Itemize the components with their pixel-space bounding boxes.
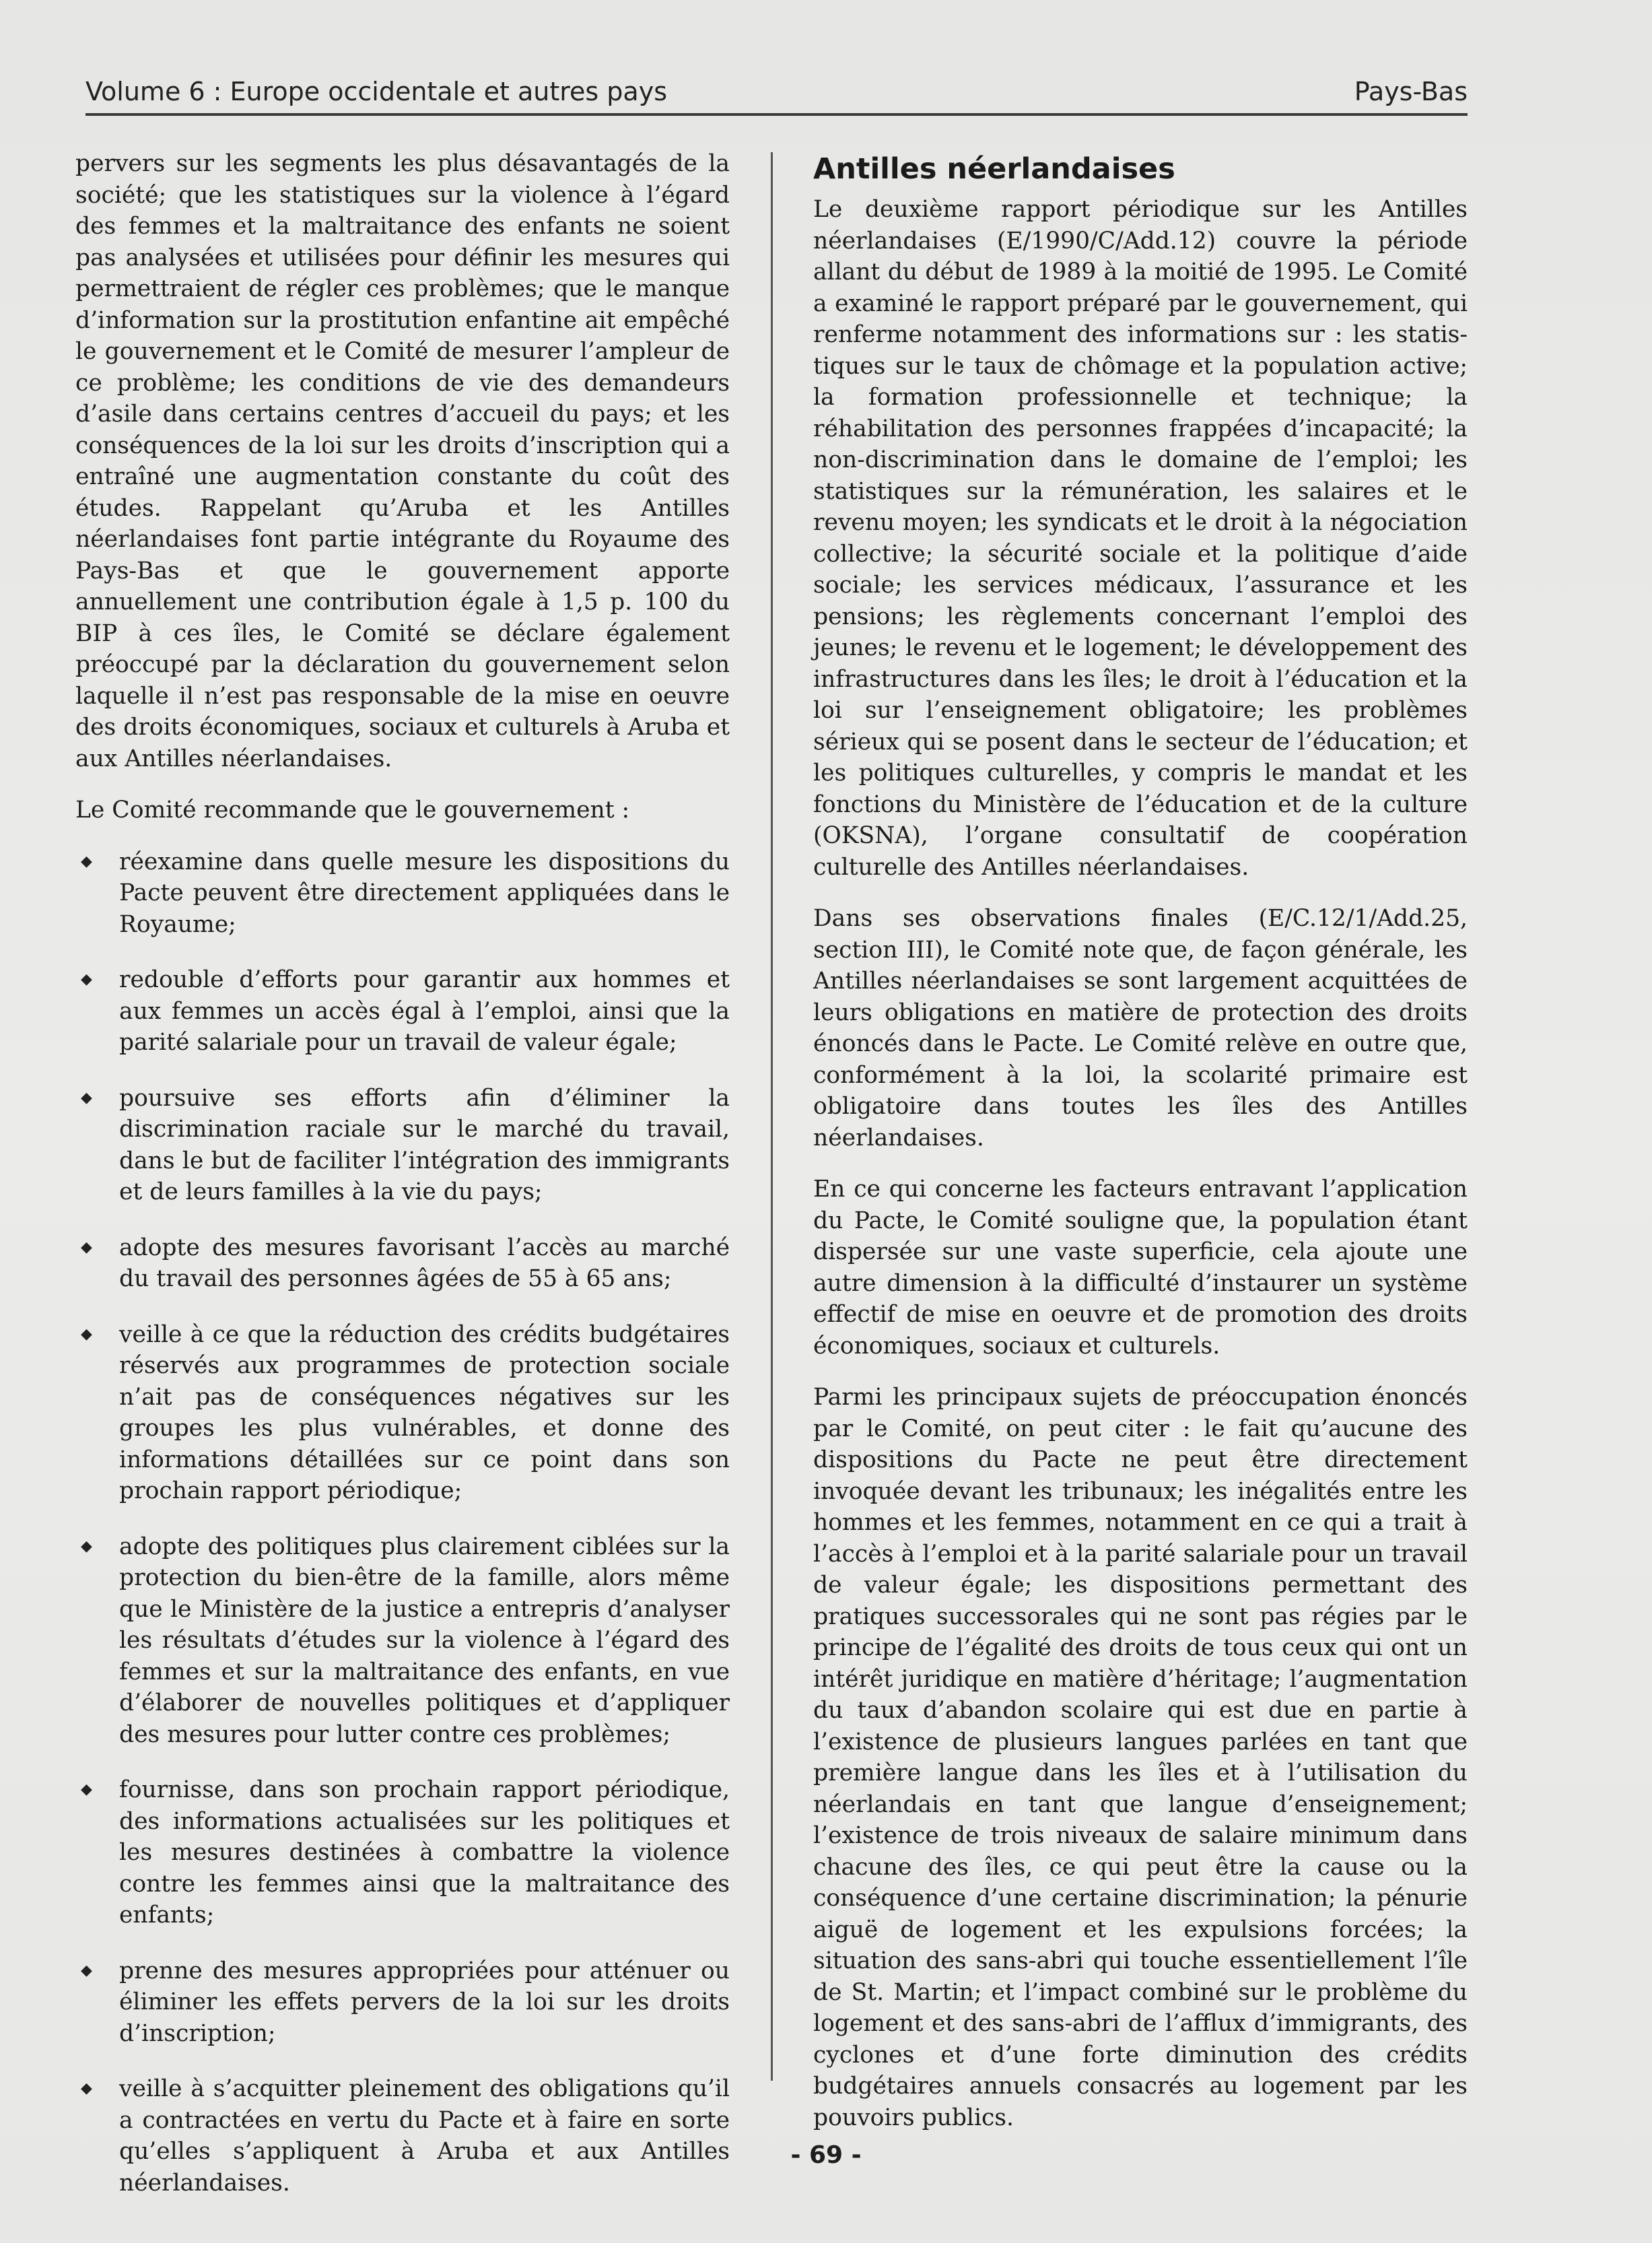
recommendation-list [75,846,730,2199]
list-item [75,1319,730,1507]
list-item [75,1531,730,1751]
diamond-bullet-icon: ◆ [81,2080,92,2097]
list-item [75,1232,730,1295]
list-item [75,846,730,941]
right-paragraph-factors: En ce qui concerne les facteurs entravant l’application du Pacte, le Comité souligne que, la population étant dispersée sur une vaste superficie, cela ajoute une autre dimension à la difficulté d’instaurer un système effectif de mise en oeuvre et de promotion des droits économiques, sociaux et culturels. [813,1176,1468,1360]
list-item [75,964,730,1059]
left-column [75,148,730,2223]
list-item-text: fournisse, dans son prochain rapport périodique, des informations actualisées sur les politiques et les mesures destinées à combattre la violence contre les femmes ainsi que la maltraitance des enfants; [119,1776,730,1929]
left-paragraph: pervers sur les segments les plus désavantagés de la société; que les statistiques sur la violence à l’égard des femmes et la maltraitance des enfants ne soient pas analysées et utilisées pour définir les mesures qui permettraient de régler ces problèmes; que le manque d’information sur la prostitution enfantine ait empêché le gouvernement et le Comité de mesurer l’ampleur de ce problème; les conditions de vie des demandeurs d’asile dans certains centres d’accueil du pays; et les conséquences de la loi sur les droits d’inscription qui a entraîné une augmentation constante du coût des études. Rappelant qu’Aruba et les Antilles néerlandaises font partie intégrante du Royaume des Pays-Bas et que le gouvernement apporte annuellement une contribution égale à 1,5 p. 100 du BIP à ces îles, le Comité se déclare également préoccupé par la déclaration du gouvernement selon laquelle il n’est pas responsable de la mise en oeuvre des droits économiques, sociaux et culturels à Aruba et aux Antilles néerlandaises. [75,150,730,772]
right-paragraph-observations: Dans ses observations finales (E/C.12/1/Add.25, section III), le Comité note que, de façon générale, les Antilles néerlandaises se sont largement acquittées de leurs obligations en matière de protection des droits énoncés dans le Pacte. Le Comité relève en outre que, conformément à la loi, la scolarité primaire est obligatoire dans toutes les îles des Antilles néerlandaises. [813,905,1468,1151]
diamond-bullet-icon: ◆ [81,852,92,870]
list-item [75,2073,730,2199]
right-paragraph-report: Le deuxième rapport périodique sur les Antilles néerlandaises (E/1990/C/Add.12) couvre la période allant du début de 1989 à la moitié de 1995. Le Comité a examiné le rapport préparé par le gouvernement, qui renferme notamment des informations sur : les statistiques sur le taux de chômage et la population active; la formation professionnelle et technique; la réhabilitation des personnes frappées d’incapacité; la non-discrimination dans le domaine de l’emploi; les statistiques sur la rémunération, les salaires et le revenu moyen; les syndicats et le droit à la négociation collective; la sécurité sociale et la politique d’aide sociale; les services médicaux, l’assurance et les pensions; les règlements concernant l’emploi des jeunes; le revenu et le logement; le développement des infrastructures dans les îles; le droit à l’éducation et la loi sur l’enseignement obligatoire; les problèmes sérieux qui se posent dans le secteur de l’éducation; et les politiques culturelles, y compris le mandat et les fonctions du Ministère de l’éducation et de la culture (OKSNA), l’organe consultatif de coopération culturelle des Antilles néerlandaises. [813,196,1468,881]
section-heading: Antilles néerlandaises [813,152,1175,186]
recommendation-intro: Le Comité recommande que le gouvernement : [75,797,630,824]
list-item-text: veille à ce que la réduction des crédits budgétaires réservés aux programmes de protection sociale n’ait pas de conséquences négatives sur les groupes les plus vulnérables, et donne des informations détaillées sur ce point dans son prochain rapport périodique; [119,1320,730,1504]
list-item [75,1955,730,2050]
list-item [75,1774,730,1931]
list-item-text: réexamine dans quelle mesure les dispositions du Pacte peuvent être directement appliquées dans le Royaume; [119,848,730,938]
running-header [85,67,1468,116]
diamond-bullet-icon: ◆ [81,971,92,988]
diamond-bullet-icon: ◆ [81,1089,92,1106]
list-item [75,1083,730,1208]
diamond-bullet-icon: ◆ [81,1238,92,1256]
diamond-bullet-icon: ◆ [81,1325,92,1343]
diamond-bullet-icon: ◆ [81,1962,92,1979]
column-divider [771,152,773,2081]
right-paragraph-concerns: Parmi les principaux sujets de préoccupation énoncés par le Comité, on peut citer : le fait qu’aucune des dispositions du Pacte ne peut être directement invoquée devant les tribunaux; les inégalités entre les hommes et les femmes, notamment en ce qui a trait à l’accès à l’emploi et à la parité salariale pour un travail de valeur égale; les dispositions permettant des pratiques successorales qui ne sont pas régies par le principe de l’égalité des droits de tous ceux qui ont un intérêt juridique en matière d’héritage; l’augmentation du taux d’abandon scolaire qui est due en partie à l’existence de plusieurs langues parlées en tant que première langue dans les îles et à l’utilisation du néerlandais en tant que langue d’enseignement; l’existence de trois niveaux de salaire minimum dans chacune des îles, ce qui peut être la cause ou la conséquence d’une certaine discrimination; la pénurie aiguë de logement et les expulsions forcées; la situation des sans-abri qui touche essentiellement l’île de St. Martin; et l’impact combiné sur le problème du logement et des sans-abri de l’afflux d’immigrants, des cyclones et d’une forte diminution des crédits budgétaires annuels consacrés au logement par les pouvoirs publics. [813,1384,1468,2131]
list-item-text: prenne des mesures appropriées pour atténuer ou éliminer les effets pervers de la loi sur les droits d’inscription; [119,1957,730,2047]
right-column [813,152,1468,2153]
header-country: Pays-Bas [1354,77,1468,106]
list-item-text: veille à s’acquitter pleinement des obligations qu’il a contractées en vertu du Pacte et à faire en sorte qu’elles s’appliquent à Aruba et aux Antilles néerlandaises. [119,2075,730,2197]
list-item-text: adopte des politiques plus clairement ciblées sur la protection du bien-être de la famille, alors même que le Ministère de la justice a entrepris d’analyser les résultats d’études sur la violence à l’égard des femmes et sur la maltraitance des enfants, en vue d’élaborer de nouvelles politiques et d’appliquer des mesures pour lutter contre ces problèmes; [119,1533,730,1748]
list-item-text: adopte des mesures favorisant l’accès au marché du travail des personnes âgées de 55 à 65 ans; [119,1234,730,1292]
header-volume-title: Volume 6 : Europe occidentale et autres pays [85,77,667,106]
diamond-bullet-icon: ◆ [81,1781,92,1798]
page-number: - 69 - [790,2141,862,2169]
list-item-text: poursuive ses efforts afin d’éliminer la discrimination raciale sur le marché du travail, dans le but de faciliter l’intégration des immigrants et de leurs familles à la vie du pays; [119,1084,730,1205]
diamond-bullet-icon: ◆ [81,1537,92,1555]
list-item-text: redouble d’efforts pour garantir aux hommes et aux femmes un accès égal à l’emploi, ainsi que la parité salariale pour un travail de valeur égale; [119,966,730,1056]
